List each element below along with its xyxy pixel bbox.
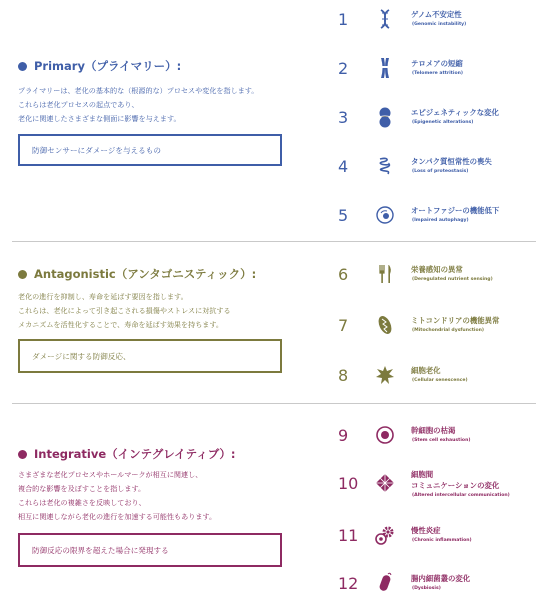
autophagy-icon (374, 204, 396, 226)
desc-line: 複合的な影響を及ぼすことを指します。 (18, 484, 146, 493)
hallmark-name: 細胞老化 (411, 366, 441, 375)
hallmark-item (338, 566, 536, 606)
antagonistic-section (18, 266, 318, 361)
bullet-dot (18, 62, 27, 71)
stem-cell-icon (374, 424, 396, 446)
hallmark-number: 2 (338, 59, 349, 78)
dna-helix-icon (374, 8, 396, 30)
definition-box: 防御反応の限界を超えた場合に発現する (18, 533, 282, 567)
hallmark-item (338, 418, 536, 458)
section-title (18, 266, 318, 282)
chromosome-icon (374, 57, 396, 79)
desc-line: プライマリーは、老化の基本的な（根源的な）プロセスや変化を指します。 (18, 86, 259, 95)
hallmark-item (338, 51, 536, 91)
desc-line: これらは老化プロセスの起点であり、 (18, 100, 139, 109)
section-description (18, 84, 258, 126)
network-icon (374, 472, 396, 494)
hallmark-name: テロメアの短縮 (411, 59, 463, 68)
hallmark-number: 9 (338, 426, 349, 445)
hallmark-item (338, 198, 536, 238)
hallmark-number: 11 (338, 526, 359, 545)
primary-section (18, 58, 318, 155)
hallmark-number: 10 (338, 474, 359, 493)
hallmark-english: (Mitochondrial dysfunction) (412, 328, 484, 333)
hallmark-name: 幹細胞の枯渇 (411, 426, 456, 435)
hallmark-name-line: 細胞間 (411, 470, 434, 479)
hallmark-number: 5 (338, 206, 349, 225)
hallmark-item (338, 518, 536, 558)
hallmark-english: (Deregulated nutrient sensing) (412, 277, 493, 282)
mitochondria-icon (374, 314, 396, 336)
hallmark-item (338, 149, 536, 189)
hallmark-number: 3 (338, 108, 349, 127)
desc-line: 老化に関連したさまざまな側面に影響を与えます。 (18, 114, 181, 123)
hallmark-name: エピジェネティックな変化 (411, 108, 499, 117)
bullet-dot (18, 270, 27, 279)
desc-line: 相互に関連しながら老化の進行を加速する可能性もあります。 (18, 512, 217, 521)
section-divider (12, 241, 536, 242)
hallmark-name: ミトコンドリアの機能異常 (411, 316, 500, 325)
hallmark-number: 4 (338, 157, 349, 176)
hallmark-name: ゲノム不安定性 (411, 10, 462, 19)
hallmark-english: (Chronic inflammation) (412, 538, 472, 543)
fork-knife-icon (374, 263, 396, 285)
hallmark-english: (Genomic instability) (412, 22, 467, 27)
desc-line: これらは老化の複雑さを反映しており、 (18, 498, 146, 507)
hallmark-item (338, 2, 536, 42)
hallmark-name: 腸内細菌叢の変化 (411, 574, 471, 583)
hallmark-name-line: コミュニケーションの変化 (411, 481, 500, 490)
protein-coil-icon (374, 155, 396, 177)
microbe-icon (374, 572, 396, 594)
hallmark-number: 8 (338, 366, 349, 385)
desc-line: さまざまな老化プロセスやホールマークが相互に関連し、 (18, 470, 203, 479)
section-title (18, 58, 318, 74)
hallmark-name: 慢性炎症 (411, 526, 441, 535)
integrative-section (18, 446, 318, 555)
desc-line: メカニズムを活性化することで、寿命を延ばす効果を持ちます。 (18, 320, 224, 329)
hallmark-item (338, 308, 536, 348)
definition-box: 防御センサーにダメージを与えるもの (18, 134, 282, 166)
hallmark-english: (Altered intercellular communication) (412, 493, 510, 498)
desc-line: これらは、老化によって引き起こされる損傷やストレスに対抗する (18, 306, 231, 315)
section-title-text: Integrative（インテグレイティブ）: (34, 447, 236, 461)
hallmark-number: 12 (338, 574, 359, 593)
leaf-icon (374, 364, 396, 386)
section-description (18, 468, 216, 524)
hallmark-item (338, 466, 536, 506)
hallmark-english: (Stem cell exhaustion) (412, 438, 471, 443)
section-title (18, 446, 318, 462)
hallmark-number: 6 (338, 265, 349, 284)
section-divider (12, 403, 536, 404)
hallmark-english: (Telomere attrition) (412, 71, 463, 76)
hallmark-name: タンパク質恒常性の喪失 (411, 157, 492, 166)
hallmark-number: 1 (338, 10, 349, 29)
hallmark-english: (Cellular senescence) (412, 378, 468, 383)
hallmark-english: (Epigenetic alterations) (412, 120, 474, 125)
section-title-text: Antagonistic（アンタゴニスティック）: (34, 267, 257, 281)
hallmark-name: 栄養感知の異常 (411, 265, 463, 274)
hallmark-item (338, 257, 536, 297)
hallmark-english: (Impaired autophagy) (412, 218, 469, 223)
hallmark-english: (Dysbiosis) (412, 586, 441, 591)
hallmark-item (338, 358, 536, 398)
hallmark-name (411, 469, 499, 491)
definition-box: ダメージに関する防御反応、 (18, 339, 282, 373)
bullet-dot (18, 450, 27, 459)
hallmark-item (338, 100, 536, 140)
hallmark-name: オートファジーの機能低下 (411, 206, 500, 215)
hallmark-english: (Loss of proteostasis) (412, 169, 469, 174)
hallmark-number: 7 (338, 316, 349, 335)
section-title-text: Primary（プライマリー）: (34, 59, 182, 73)
inflammation-icon (374, 524, 396, 546)
desc-line: 老化の進行を抑制し、寿命を延ばす要因を指します。 (18, 292, 188, 301)
nucleosome-icon (374, 106, 396, 128)
section-description (18, 290, 231, 332)
